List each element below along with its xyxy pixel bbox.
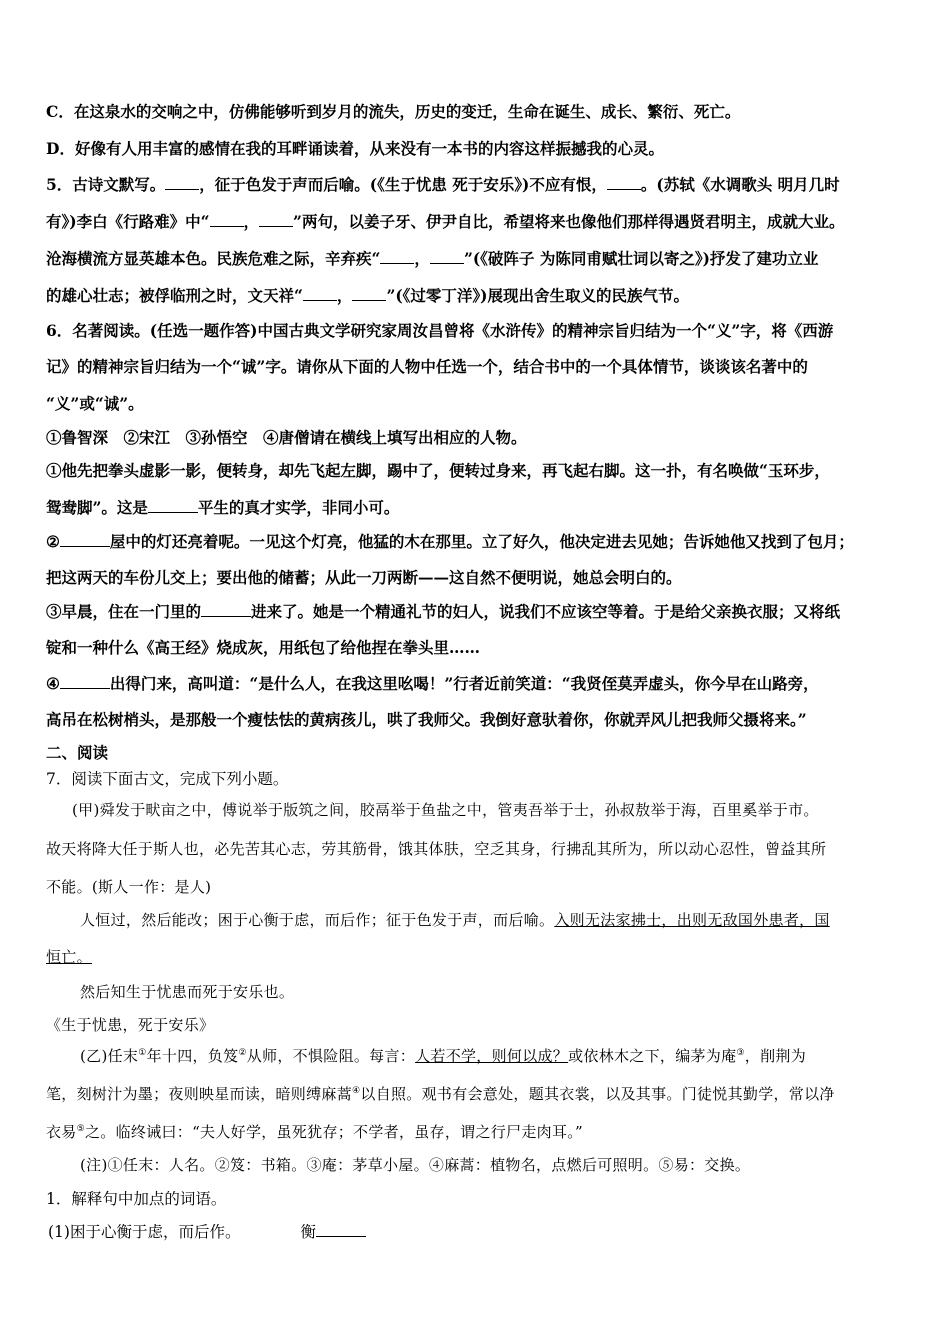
q5-line-4 xyxy=(46,286,689,306)
sub-question-word: 衡 xyxy=(300,1223,316,1241)
q5-blank-2[interactable] xyxy=(607,175,641,190)
q5-text-4: ”两句，以姜子牙、伊尹自比，希望将来也像他们那样得遇贤君明主，成就大业。 xyxy=(293,212,845,231)
text-b-t4: 或依林木之下，编茅为庵 xyxy=(568,1047,737,1065)
q6-blank-1[interactable] xyxy=(148,498,198,513)
q6-text-a: 鸳鸯脚”。这是 xyxy=(46,498,148,517)
q6-passage-4 xyxy=(46,674,819,694)
q6-line-2: 记》的精神宗旨归结为一个“诚”字。请你从下面的人物中任选一个，结合书中的一个具体情节，谈谈该名著中的 xyxy=(46,357,808,376)
text-b-t5: ，削荆为 xyxy=(744,1047,806,1065)
text-b-t9: 之。临终诫曰：“夫人好学，虽死犹存；不学者，虽存，谓之行尸走肉耳。” xyxy=(84,1123,584,1141)
q6-passage-1-cont xyxy=(46,498,399,518)
text-b-t8: 衣易 xyxy=(46,1123,77,1141)
q6-text-e: 进来了。她是一个精通礼节的妇人，说我们不应该空等着。于是给父亲换衣服；又将纸 xyxy=(251,602,841,621)
q6-text-c: 屋中的灯还亮着呢。一见这个灯亮，他猛的木在那里。立了好久，他决定进去见她；告诉她他又找到了包月； xyxy=(109,532,854,551)
q5-blank-8[interactable] xyxy=(352,286,386,301)
text-a-line-4 xyxy=(80,910,830,930)
q5-blank-1[interactable] xyxy=(165,175,199,190)
q6-passage-3-cont: 锭和一种什么《高王经》烧成灰，用纸包了给他捏在拳头里…… xyxy=(46,638,481,657)
q6-passage-2-cont: 把这两天的车份儿交上；要出他的储蓄；从此一刀两断——这自然不便明说，她总会明白的。 xyxy=(46,568,682,587)
q6-passage-1: ①他先把拳头虚影一影，便转身，却先飞起左脚，踢中了，便转过身来，再飞起右脚。这一扑，有名唤做“玉环步， xyxy=(46,461,830,480)
text-a-line-5: 恒亡。 xyxy=(46,948,92,966)
q6-text-f: 出得门来，高叫道：“是什么人，在我这里吆喝！”行者近前笑道：“我贤侄莫弄虚头，你今早在山路旁， xyxy=(109,674,819,693)
text-b-line-3 xyxy=(46,1122,583,1142)
q5-text-5: 沧海横流方显英雄本色。民族危难之际，辛弃疾“ xyxy=(46,249,381,268)
q6-passage-2 xyxy=(46,532,854,552)
q5-comma-2: ， xyxy=(414,249,430,268)
q6-passage-3 xyxy=(46,602,840,622)
q5-text-1: ，征于色发于声而后喻。(《生于忧患 死于安乐》)不应有恨， xyxy=(199,175,607,194)
annotation-note: (注)①任末：人名。②笈：书箱。③庵：茅草小屋。④麻蒿：植物名，点燃后可照明。⑤易：交换。 xyxy=(80,1156,751,1174)
q5-comma-3: ， xyxy=(336,286,353,305)
q6-passage-4-cont: 高吊在松树梢头，是那般一个瘦怯怯的黄病孩儿，哄了我师父。我倒好意驮着你，你就弄风儿把我师父摄将来。” xyxy=(46,710,807,729)
q6-num-2: ② xyxy=(46,532,60,551)
note-ref-1: ① xyxy=(138,1048,147,1058)
note-ref-3: ③ xyxy=(736,1048,745,1058)
q6-blank-3[interactable] xyxy=(201,602,251,617)
q6-text-b: 平生的真才实学，非同小可。 xyxy=(197,498,400,517)
q5-line-1 xyxy=(46,175,840,195)
sub-question-1: 1．解释句中加点的词语。 xyxy=(46,1190,227,1208)
q6-line-3: “义”或“诚”。 xyxy=(46,394,144,413)
q6-line-1: 6．名著阅读。(任选一题作答)中国古典文学研究家周汝昌曾将《水浒传》的精神宗旨归结为一个“义”字，将《西游 xyxy=(46,321,834,340)
text-a-source: 《生于忧患，死于安乐》 xyxy=(46,1016,215,1034)
text-b-t1: (乙)任末 xyxy=(80,1047,139,1065)
q5-line-3 xyxy=(46,249,818,269)
q5-text-6: ”(《破阵子 为陈同甫赋壮词以寄之》)抒发了建功立业 xyxy=(463,249,819,268)
note-ref-2: ② xyxy=(238,1048,247,1058)
q5-text-8: ”(《过零丁洋》)展现出舍生取义的民族气节。 xyxy=(386,286,690,305)
q5-text-3: 有》)李白《行路难》中“ xyxy=(46,212,210,231)
q5-blank-7[interactable] xyxy=(303,286,337,301)
q6-num-4: ④ xyxy=(46,674,60,693)
q7-prompt: 7．阅读下面古文，完成下列小题。 xyxy=(46,770,289,788)
text-b-t7: 以自照。观书有会意处，题其衣裳，以及其事。门徒悦其勤学，常以净 xyxy=(360,1085,835,1103)
text-b-t6: 笔，刻树汁为墨；夜则映星而读，暗则缚麻蒿 xyxy=(46,1085,353,1103)
text-a-plain: 人恒过，然后能改；困于心衡于虑，而后作；征于色发于声，而后喻。 xyxy=(80,911,555,929)
sub-question-1-1 xyxy=(48,1222,366,1242)
q5-line-2 xyxy=(46,212,844,232)
text-b-t3: 从师，不惧险阻。每言： xyxy=(246,1047,416,1065)
section-2-heading: 二、阅读 xyxy=(46,743,109,762)
text-a-line-6: 然后知生于忧患而死于安乐也。 xyxy=(80,983,295,1001)
option-c: C．在这泉水的交响之中，仿佛能够听到岁月的流失，历史的变迁，生命在诞生、成长、繁衍、死亡。 xyxy=(46,102,741,121)
q5-blank-3[interactable] xyxy=(210,212,244,227)
q5-text-7: 的雄心壮志；被俘临刑之时，文天祥“ xyxy=(46,286,303,305)
q5-blank-4[interactable] xyxy=(259,212,293,227)
note-ref-4: ④ xyxy=(352,1086,361,1096)
sub-question-text: (1)困于心衡于虑，而后作。 xyxy=(48,1223,241,1241)
q5-text-2: 。(苏轼《水调歌头 明月几时 xyxy=(640,175,840,194)
option-d: D．好像有人用丰富的感情在我的耳畔诵读着，从来没有一本书的内容这样振撼我的心灵。 xyxy=(46,139,664,158)
sub-question-blank[interactable] xyxy=(316,1222,366,1237)
q5-blank-6[interactable] xyxy=(430,249,464,264)
q6-blank-2[interactable] xyxy=(60,532,110,547)
q5-comma-1: ， xyxy=(243,212,260,231)
text-a-underlined: 入则无法家拂士，出则无敌国外患者，国 xyxy=(554,911,830,929)
note-ref-5: ⑤ xyxy=(76,1124,85,1134)
q5-blank-5[interactable] xyxy=(380,249,414,264)
text-a-line-3: 不能。(斯人一作：是人) xyxy=(46,878,212,896)
q6-characters: ①鲁智深 ②宋江 ③孙悟空 ④唐僧请在横线上填写出相应的人物。 xyxy=(46,428,527,447)
text-b-t2: 年十四，负笈 xyxy=(146,1047,239,1065)
q6-text-d: ③早晨，住在一门里的 xyxy=(46,602,202,621)
text-a-line-2: 故天将降大任于斯人也，必先苦其心志，劳其筋骨，饿其体肤，空乏其身，行拂乱其所为，所以动心忍性，曾益其所 xyxy=(46,840,827,858)
q6-blank-4[interactable] xyxy=(60,674,110,689)
text-b-line-2 xyxy=(46,1084,835,1104)
q5-title: 5．古诗文默写。 xyxy=(46,175,166,194)
text-b-line-1 xyxy=(80,1046,806,1066)
text-b-underlined: 人若不学，则何以成？ xyxy=(415,1047,569,1065)
text-a-line-1: (甲)舜发于畎亩之中，傅说举于版筑之间，胶鬲举于鱼盐之中，管夷吾举于士，孙叔敖举于海，百里奚举于市。 xyxy=(72,801,819,819)
